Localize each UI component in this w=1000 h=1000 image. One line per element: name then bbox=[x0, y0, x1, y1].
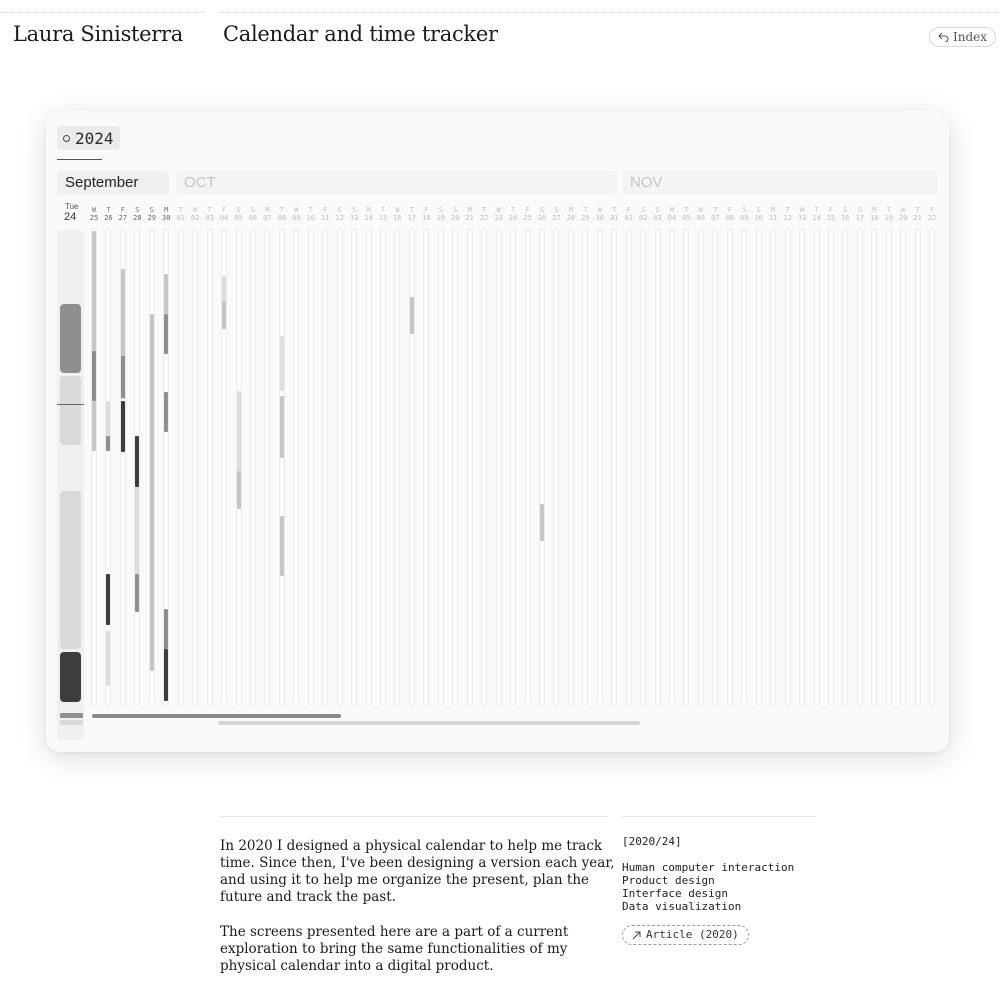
day-column[interactable] bbox=[366, 228, 372, 705]
day-number-label: 27 bbox=[118, 214, 128, 222]
day-weekday-label: F bbox=[221, 206, 227, 214]
day-number-label: 04 bbox=[667, 214, 677, 222]
day-column[interactable] bbox=[597, 228, 603, 705]
day-weekday-label: M bbox=[164, 206, 169, 214]
day-number-label: 02 bbox=[638, 214, 648, 222]
event-block[interactable] bbox=[60, 376, 81, 445]
day-weekday-label: W bbox=[193, 206, 198, 214]
day-column[interactable] bbox=[423, 228, 429, 705]
day-column[interactable] bbox=[611, 228, 617, 705]
day-number-label: 21 bbox=[465, 214, 474, 222]
month-scrollbar[interactable] bbox=[218, 721, 640, 725]
day-number-label: 09 bbox=[740, 214, 749, 222]
day-weekday-label: W bbox=[597, 206, 602, 214]
time-entry[interactable] bbox=[106, 436, 110, 451]
day-number-label: 17 bbox=[407, 214, 417, 222]
day-weekday-label: W bbox=[698, 206, 703, 214]
day-column[interactable] bbox=[900, 228, 906, 705]
day-column[interactable] bbox=[915, 228, 921, 705]
day-column[interactable] bbox=[727, 228, 733, 705]
time-entry[interactable] bbox=[237, 471, 241, 509]
day-weekday-label: S bbox=[236, 206, 241, 214]
calendar-app-screen bbox=[46, 111, 949, 752]
day-weekday-label: S bbox=[453, 206, 458, 214]
day-weekday-label: T bbox=[178, 206, 183, 214]
article-link-button[interactable] bbox=[622, 925, 749, 945]
day-column[interactable] bbox=[250, 228, 256, 705]
time-entry[interactable] bbox=[222, 276, 226, 301]
time-entry[interactable] bbox=[92, 351, 96, 401]
day-weekday-label: S bbox=[250, 206, 256, 214]
day-number-label: 18 bbox=[870, 214, 879, 222]
day-number-label: 26 bbox=[537, 214, 547, 222]
day-weekday-label: M bbox=[669, 206, 675, 214]
day-weekday-label: W bbox=[395, 206, 400, 214]
day-weekday-label: S bbox=[756, 206, 761, 214]
day-weekday-label: T bbox=[482, 206, 487, 214]
article-label: Article (2020) bbox=[646, 928, 739, 941]
day-number-label: 19 bbox=[436, 214, 446, 222]
day-column[interactable] bbox=[279, 228, 285, 705]
day-weekday-label: T bbox=[583, 206, 588, 214]
year-label: 2024 bbox=[75, 128, 114, 148]
day-column[interactable] bbox=[712, 228, 718, 705]
time-entry[interactable] bbox=[135, 574, 139, 612]
day-weekday-label: T bbox=[915, 206, 920, 214]
site-name[interactable]: Laura Sinisterra bbox=[13, 22, 184, 46]
index-button[interactable] bbox=[929, 27, 996, 47]
day-weekday-label: S bbox=[640, 206, 646, 214]
time-entry[interactable] bbox=[121, 356, 125, 398]
index-label: Index bbox=[953, 30, 988, 44]
day-number-label: 26 bbox=[104, 214, 113, 222]
day-weekday-label: F bbox=[120, 206, 125, 214]
day-column[interactable] bbox=[337, 228, 343, 705]
meta-rule bbox=[622, 816, 816, 817]
time-entry[interactable] bbox=[164, 274, 168, 314]
day-column[interactable] bbox=[799, 228, 805, 705]
day-column[interactable] bbox=[857, 228, 863, 705]
day-column[interactable] bbox=[178, 228, 184, 705]
day-number-label: 25 bbox=[89, 214, 99, 222]
day-weekday-label: F bbox=[525, 206, 530, 214]
day-weekday-label: F bbox=[424, 206, 429, 214]
day-number-label: 12 bbox=[783, 214, 792, 222]
header-rule-right bbox=[220, 12, 1000, 13]
day-weekday-label: S bbox=[351, 206, 357, 214]
day-weekday-label: T bbox=[684, 206, 689, 214]
day-number-label: 06 bbox=[248, 214, 258, 222]
day-number-label: 07 bbox=[711, 214, 720, 222]
day-weekday-label: F bbox=[828, 206, 834, 214]
day-weekday-label: M bbox=[872, 206, 877, 214]
time-entry[interactable] bbox=[280, 396, 284, 458]
day-column[interactable] bbox=[394, 228, 400, 705]
day-number-label: 14 bbox=[364, 214, 373, 222]
time-entry[interactable] bbox=[280, 336, 284, 391]
day-weekday-label: T bbox=[207, 206, 212, 214]
day-column[interactable] bbox=[322, 228, 328, 705]
day-column[interactable] bbox=[539, 228, 545, 705]
day-number-label: 28 bbox=[133, 214, 142, 222]
day-column[interactable] bbox=[192, 228, 198, 705]
day-number-label: 10 bbox=[754, 214, 763, 222]
day-weekday-label: M bbox=[771, 206, 776, 214]
day-number-label: 24 bbox=[508, 214, 518, 222]
day-column[interactable] bbox=[438, 228, 444, 705]
time-entry[interactable] bbox=[164, 649, 168, 701]
day-number-label: 14 bbox=[812, 214, 821, 222]
day-number-label: 23 bbox=[494, 214, 503, 222]
day-column[interactable] bbox=[351, 228, 357, 705]
day-weekday-label: T bbox=[886, 206, 891, 214]
day-weekday-label: F bbox=[626, 206, 631, 214]
day-column[interactable] bbox=[207, 228, 213, 705]
day-number-label: 08 bbox=[725, 214, 735, 222]
tag-item: Data visualization bbox=[622, 900, 742, 913]
day-number-label: 01 bbox=[624, 214, 633, 222]
time-entry[interactable] bbox=[222, 301, 226, 329]
time-entry[interactable] bbox=[106, 574, 110, 625]
day-column[interactable] bbox=[683, 228, 689, 705]
day-number-label: 20 bbox=[898, 214, 908, 222]
day-number-label: 16 bbox=[841, 214, 850, 222]
day-number-label: 12 bbox=[335, 214, 344, 222]
tag-item: Product design bbox=[622, 874, 715, 887]
day-column[interactable] bbox=[626, 228, 632, 705]
day-number-label: 11 bbox=[768, 214, 778, 222]
day-weekday-label: T bbox=[814, 206, 819, 214]
day-column[interactable] bbox=[452, 228, 458, 705]
summary-bar bbox=[60, 720, 83, 725]
day-column[interactable] bbox=[828, 228, 834, 705]
day-number-label: 09 bbox=[292, 214, 301, 222]
description-rule bbox=[220, 816, 608, 817]
day-number-label: 16 bbox=[393, 214, 402, 222]
day-number-label: 02 bbox=[190, 214, 200, 222]
day-column[interactable] bbox=[293, 228, 299, 705]
day-number-label: 04 bbox=[219, 214, 229, 222]
day-weekday-label: T bbox=[409, 206, 414, 214]
day-number-label: 30 bbox=[162, 214, 171, 222]
day-number-label: 05 bbox=[234, 214, 243, 222]
day-column[interactable] bbox=[510, 228, 516, 705]
day-number-label: 15 bbox=[378, 214, 388, 222]
time-entry[interactable] bbox=[106, 631, 110, 686]
summary-bar bbox=[60, 713, 83, 718]
day-weekday-label: T bbox=[785, 206, 790, 214]
time-entry[interactable] bbox=[150, 314, 154, 671]
day-number-label: 22 bbox=[927, 214, 937, 222]
day-number-label: 18 bbox=[422, 214, 431, 222]
day-weekday-label: F bbox=[727, 206, 732, 214]
day-column[interactable] bbox=[582, 228, 588, 705]
day-weekday-label: T bbox=[510, 206, 516, 214]
day-weekday-label: S bbox=[843, 206, 848, 214]
day-column[interactable] bbox=[929, 228, 935, 705]
day-column[interactable] bbox=[525, 228, 531, 705]
day-number-label: 03 bbox=[653, 214, 662, 222]
day-number-label: 10 bbox=[306, 214, 315, 222]
tag-item: Human computer interaction bbox=[622, 861, 795, 874]
day-weekday-label: M bbox=[265, 206, 270, 214]
header-rule-left bbox=[0, 12, 204, 13]
day-number-label: 28 bbox=[566, 214, 576, 222]
tag-item: Interface design bbox=[622, 887, 728, 900]
day-column[interactable] bbox=[308, 228, 314, 705]
year-underline bbox=[57, 159, 102, 160]
time-entry[interactable] bbox=[164, 609, 168, 649]
day-number-label: 01 bbox=[176, 214, 185, 222]
event-block[interactable] bbox=[60, 652, 81, 702]
day-weekday-label: W bbox=[901, 206, 906, 214]
day-weekday-label: F bbox=[323, 206, 328, 214]
day-number-label: 29 bbox=[147, 214, 157, 222]
day-column[interactable] bbox=[814, 228, 820, 705]
day-number-label: 25 bbox=[523, 214, 532, 222]
day-number-label: 20 bbox=[451, 214, 460, 222]
day-column[interactable] bbox=[640, 228, 646, 705]
day-weekday-label: W bbox=[496, 206, 501, 214]
timeline-scrollbar[interactable] bbox=[92, 714, 341, 718]
day-weekday-label: M bbox=[568, 206, 573, 214]
day-weekday-label: W bbox=[799, 206, 805, 214]
day-column[interactable] bbox=[741, 228, 747, 705]
day-number-label: 31 bbox=[609, 214, 619, 222]
day-number-label: 11 bbox=[320, 214, 330, 222]
day-weekday-label: W bbox=[294, 206, 299, 214]
day-number-label: 13 bbox=[349, 214, 359, 222]
day-weekday-label: S bbox=[554, 206, 559, 214]
day-column[interactable] bbox=[467, 228, 473, 705]
day-column[interactable] bbox=[756, 228, 762, 705]
day-column[interactable] bbox=[785, 228, 791, 705]
day-number-label: 30 bbox=[595, 214, 604, 222]
description-paragraph: The screens presented here are a part of a current exploration to bring the same functionalities of my physical calendar into a digital product. bbox=[220, 924, 569, 974]
day-column[interactable] bbox=[481, 228, 487, 705]
description-paragraph: In 2020 I designed a physical calendar to help me track time. Since then, I've been designing a version each year, and using it to help me organize the present, plan the future and track the past. bbox=[220, 838, 615, 905]
time-entry[interactable] bbox=[92, 231, 96, 451]
time-entry[interactable] bbox=[135, 487, 139, 574]
current-time-line bbox=[57, 404, 84, 405]
day-number-label: 21 bbox=[913, 214, 922, 222]
year-dot-icon bbox=[63, 135, 70, 142]
day-number-label: 29 bbox=[581, 214, 590, 222]
day-weekday-label: S bbox=[857, 206, 862, 214]
day-weekday-label: M bbox=[366, 206, 371, 214]
day-weekday-label: F bbox=[929, 206, 935, 214]
page-title: Calendar and time tracker bbox=[223, 22, 498, 46]
day-weekday-label: T bbox=[308, 206, 313, 214]
day-number-label: 07 bbox=[263, 214, 272, 222]
day-number-label: 06 bbox=[696, 214, 706, 222]
day-number-label: 19 bbox=[884, 214, 893, 222]
day-weekday-label: W bbox=[91, 206, 97, 214]
day-weekday-label: S bbox=[149, 206, 154, 214]
day-weekday-label: T bbox=[279, 206, 284, 214]
day-weekday-label: S bbox=[742, 206, 747, 214]
day-number-label: 15 bbox=[826, 214, 836, 222]
day-number-label: 05 bbox=[682, 214, 691, 222]
day-column[interactable] bbox=[496, 228, 502, 705]
month-september[interactable]: September bbox=[57, 171, 169, 195]
event-block[interactable] bbox=[60, 491, 81, 649]
day-number-label: 03 bbox=[205, 214, 214, 222]
project-date-range: [2020/24] bbox=[622, 835, 682, 848]
day-column[interactable] bbox=[770, 228, 776, 705]
day-weekday-label: S bbox=[135, 206, 140, 214]
time-entry[interactable] bbox=[164, 392, 168, 432]
day-weekday-label: S bbox=[337, 206, 342, 214]
day-column[interactable] bbox=[842, 228, 848, 705]
day-weekday-label: S bbox=[655, 206, 660, 214]
day-weekday-label: S bbox=[539, 206, 545, 214]
day-weekday-label: T bbox=[612, 206, 617, 214]
year-selector[interactable] bbox=[57, 126, 120, 150]
today-day-number: 24 bbox=[64, 211, 77, 223]
day-column[interactable] bbox=[568, 228, 574, 705]
day-weekday-label: T bbox=[713, 206, 718, 214]
day-weekday-label: T bbox=[106, 206, 111, 214]
day-column[interactable] bbox=[655, 228, 661, 705]
day-number-label: 08 bbox=[277, 214, 287, 222]
day-number-label: 17 bbox=[855, 214, 865, 222]
time-entry[interactable] bbox=[280, 516, 284, 576]
day-column[interactable] bbox=[698, 228, 704, 705]
event-block[interactable] bbox=[60, 304, 81, 373]
time-entry[interactable] bbox=[121, 401, 125, 452]
day-weekday-label: M bbox=[467, 206, 472, 214]
day-column[interactable] bbox=[380, 228, 386, 705]
time-entry[interactable] bbox=[410, 297, 414, 334]
time-entry[interactable] bbox=[135, 436, 139, 487]
day-weekday-label: T bbox=[380, 206, 386, 214]
month-november[interactable]: NOV bbox=[622, 171, 938, 195]
day-column[interactable] bbox=[886, 228, 892, 705]
arrow-up-right-icon bbox=[632, 931, 641, 940]
day-column[interactable] bbox=[264, 228, 270, 705]
day-weekday-label: S bbox=[438, 206, 443, 214]
time-entry[interactable] bbox=[540, 504, 544, 541]
day-number-label: 13 bbox=[797, 214, 807, 222]
return-arrow-icon bbox=[938, 32, 949, 42]
today-weekday: Tue bbox=[65, 202, 79, 211]
day-number-label: 27 bbox=[552, 214, 561, 222]
day-column[interactable] bbox=[871, 228, 877, 705]
day-column[interactable] bbox=[553, 228, 559, 705]
time-entry[interactable] bbox=[164, 314, 168, 354]
day-number-label: 22 bbox=[479, 214, 489, 222]
day-column[interactable] bbox=[669, 228, 675, 705]
month-october[interactable]: OCT bbox=[176, 171, 617, 195]
